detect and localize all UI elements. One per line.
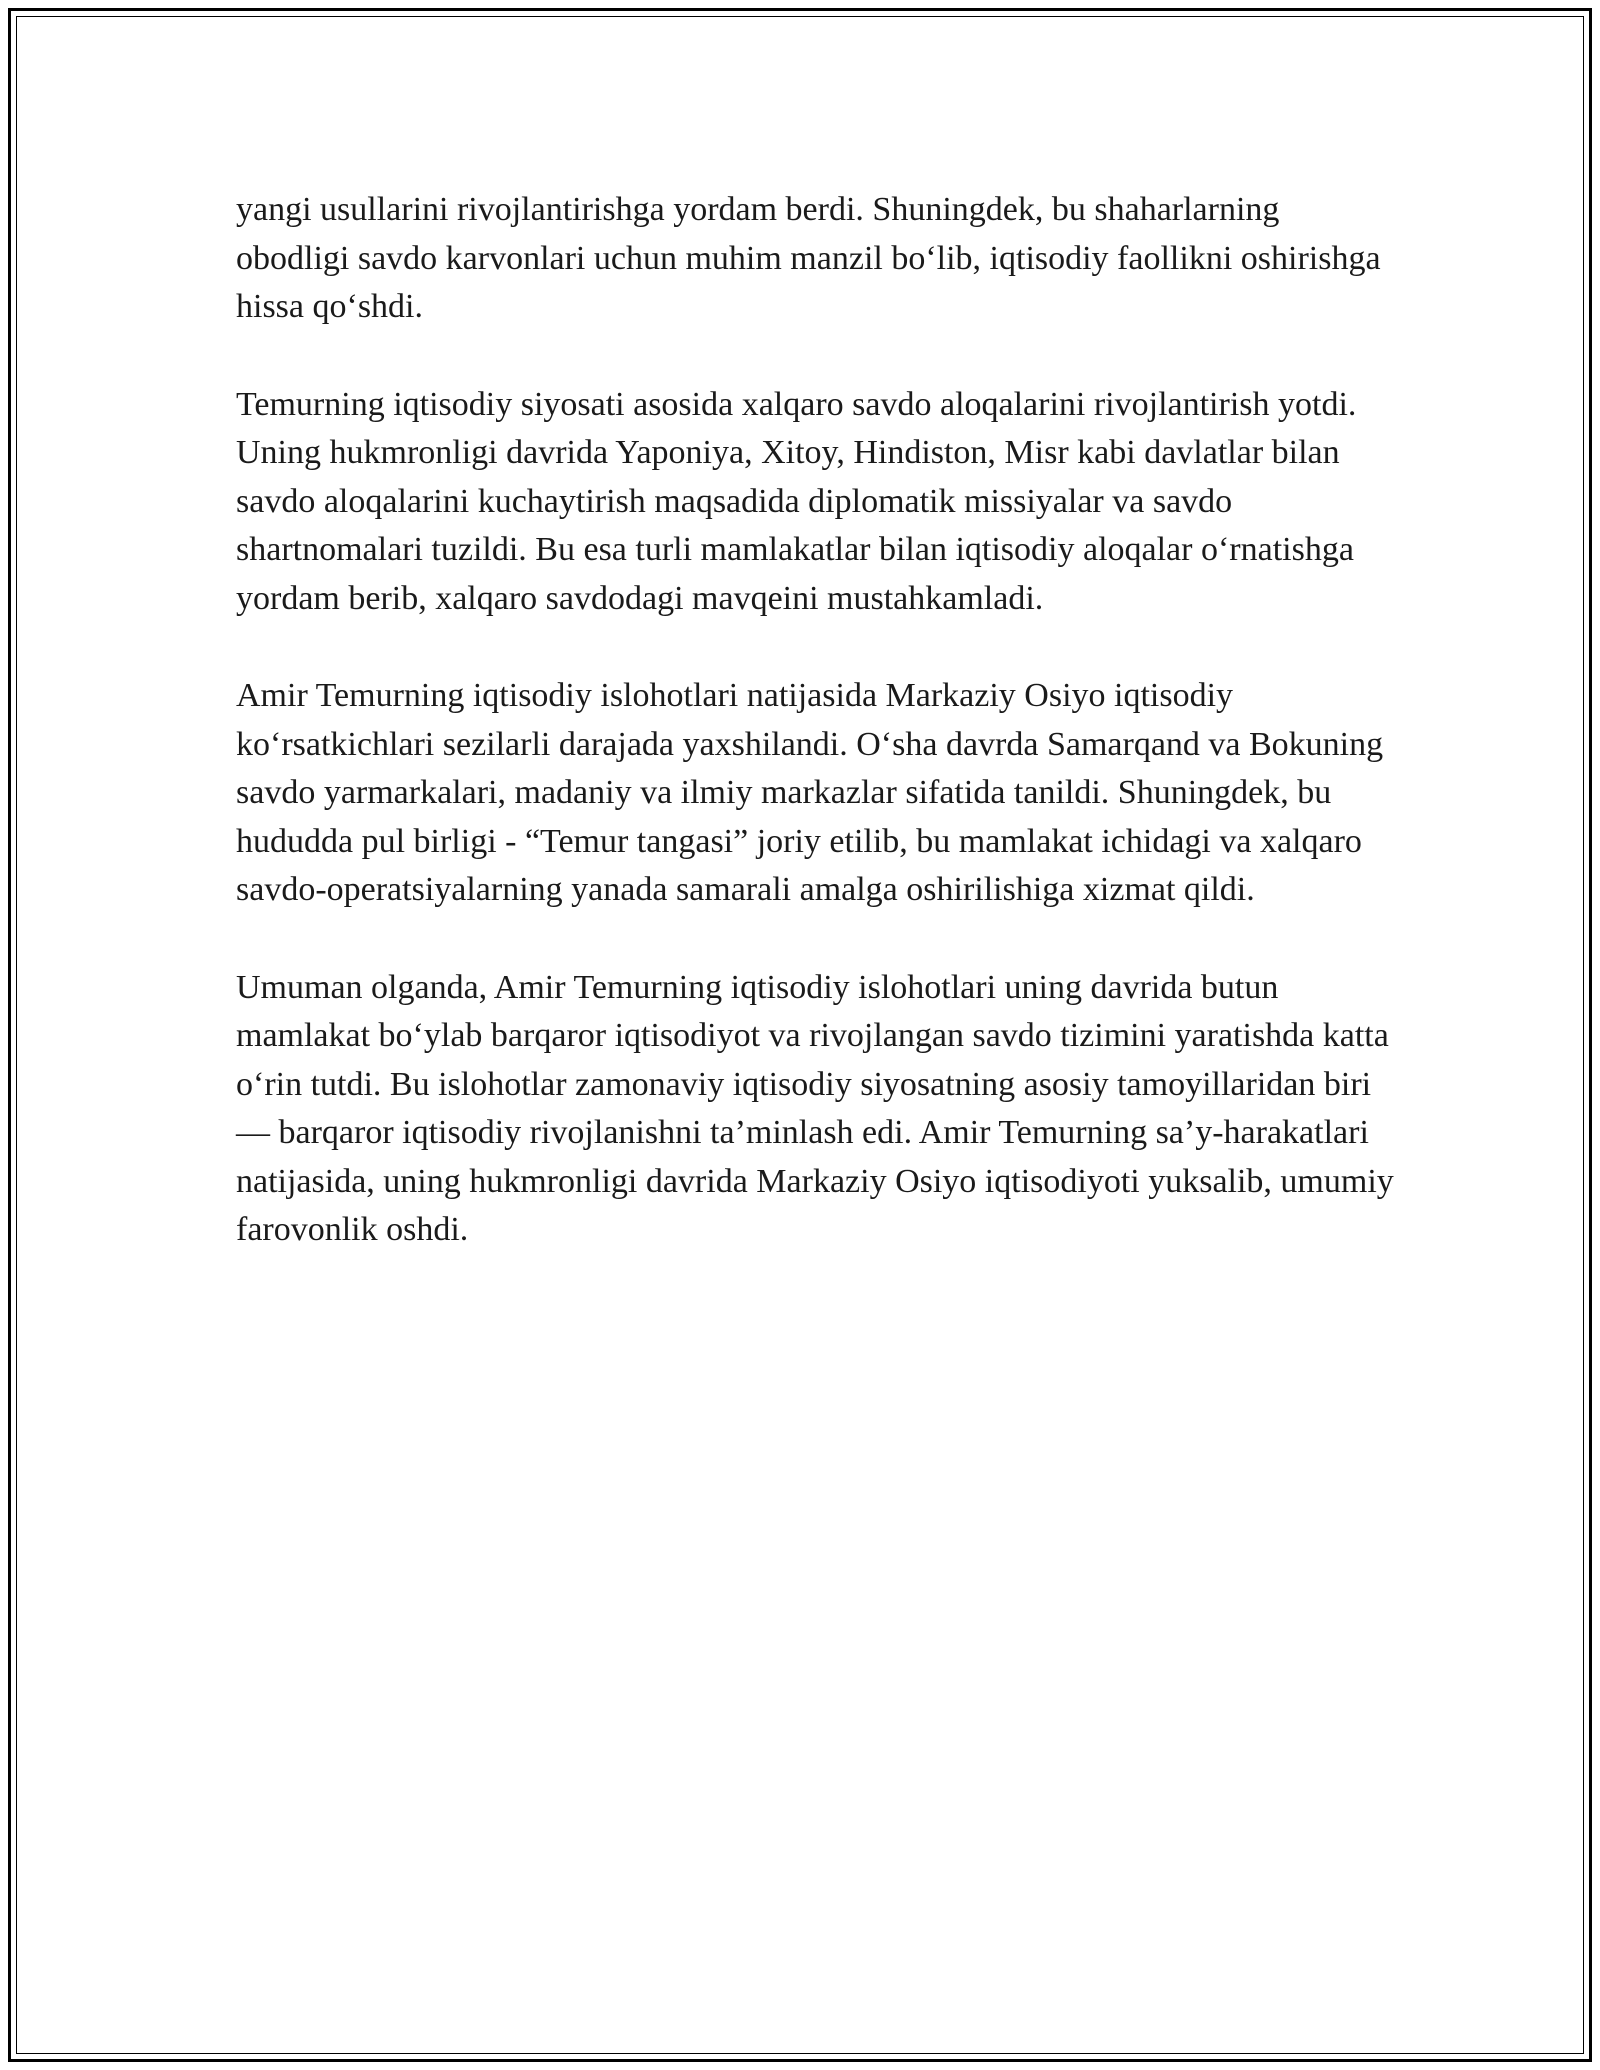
paragraph-1: yangi usullarini rivojlantirishga yordam berdi. Shuningdek, bu shaharlarning obodligi savdo karvonlari uchun muhim manzil bo‘lib, iqtisodiy faollikni oshirishga hissa qo‘shdi. — [236, 191, 1381, 325]
paragraph-3: Amir Temurning iqtisodiy islohotlari natijasida Markaziy Osiyo iqtisodiy ko‘rsatkichlari sezilarli darajada yaxshilandi. O‘sha davrda Samarqand va Bokuning savdo yarmarkalari, madaniy va ilmiy markazlar sifatida tanildi. Shuningdek, bu hududda pul birligi - “Temur tangasi” joriy etilib, bu mamlakat ichidagi va xalqaro savdo-operatsiyalarning yanada samarali amalga oshirilishiga xizmat qildi. — [236, 677, 1384, 908]
paragraph-2: Temurning iqtisodiy siyosati asosida xalqaro savdo aloqalarini rivojlantirish yotdi. Uning hukmronligi davrida Yaponiya, Xitoy, Hindiston, Misr kabi davlatlar bilan savdo aloqalarini kuchaytirish maqsadida diplomatik missiyalar va savdo shartnomalari tuzildi. Bu esa turli mamlakatlar bilan iqtisodiy aloqalar o‘rnatishga yordam berib, xalqaro savdodagi mavqeini mustahkamladi. — [236, 385, 1357, 617]
paragraph-4: Umuman olganda, Amir Temurning iqtisodiy islohotlari uning davrida butun mamlakat bo‘ylab barqaror iqtisodiyot va rivojlangan savdo tizimini yaratishda katta o‘rin tutdi. Bu islohotlar zamonaviy iqtisodiy siyosatning asosiy tamoyillaridan biri — barqaror iqtisodiy rivojlanishni ta’minlash edi. Amir Temurning sa’y-harakatlari natijasida, uning hukmronligi davrida Markaziy Osiyo iqtisodiyoti yuksalib, umumiy farovonlik oshdi. — [236, 968, 1394, 1248]
document-body — [236, 186, 1396, 1304]
